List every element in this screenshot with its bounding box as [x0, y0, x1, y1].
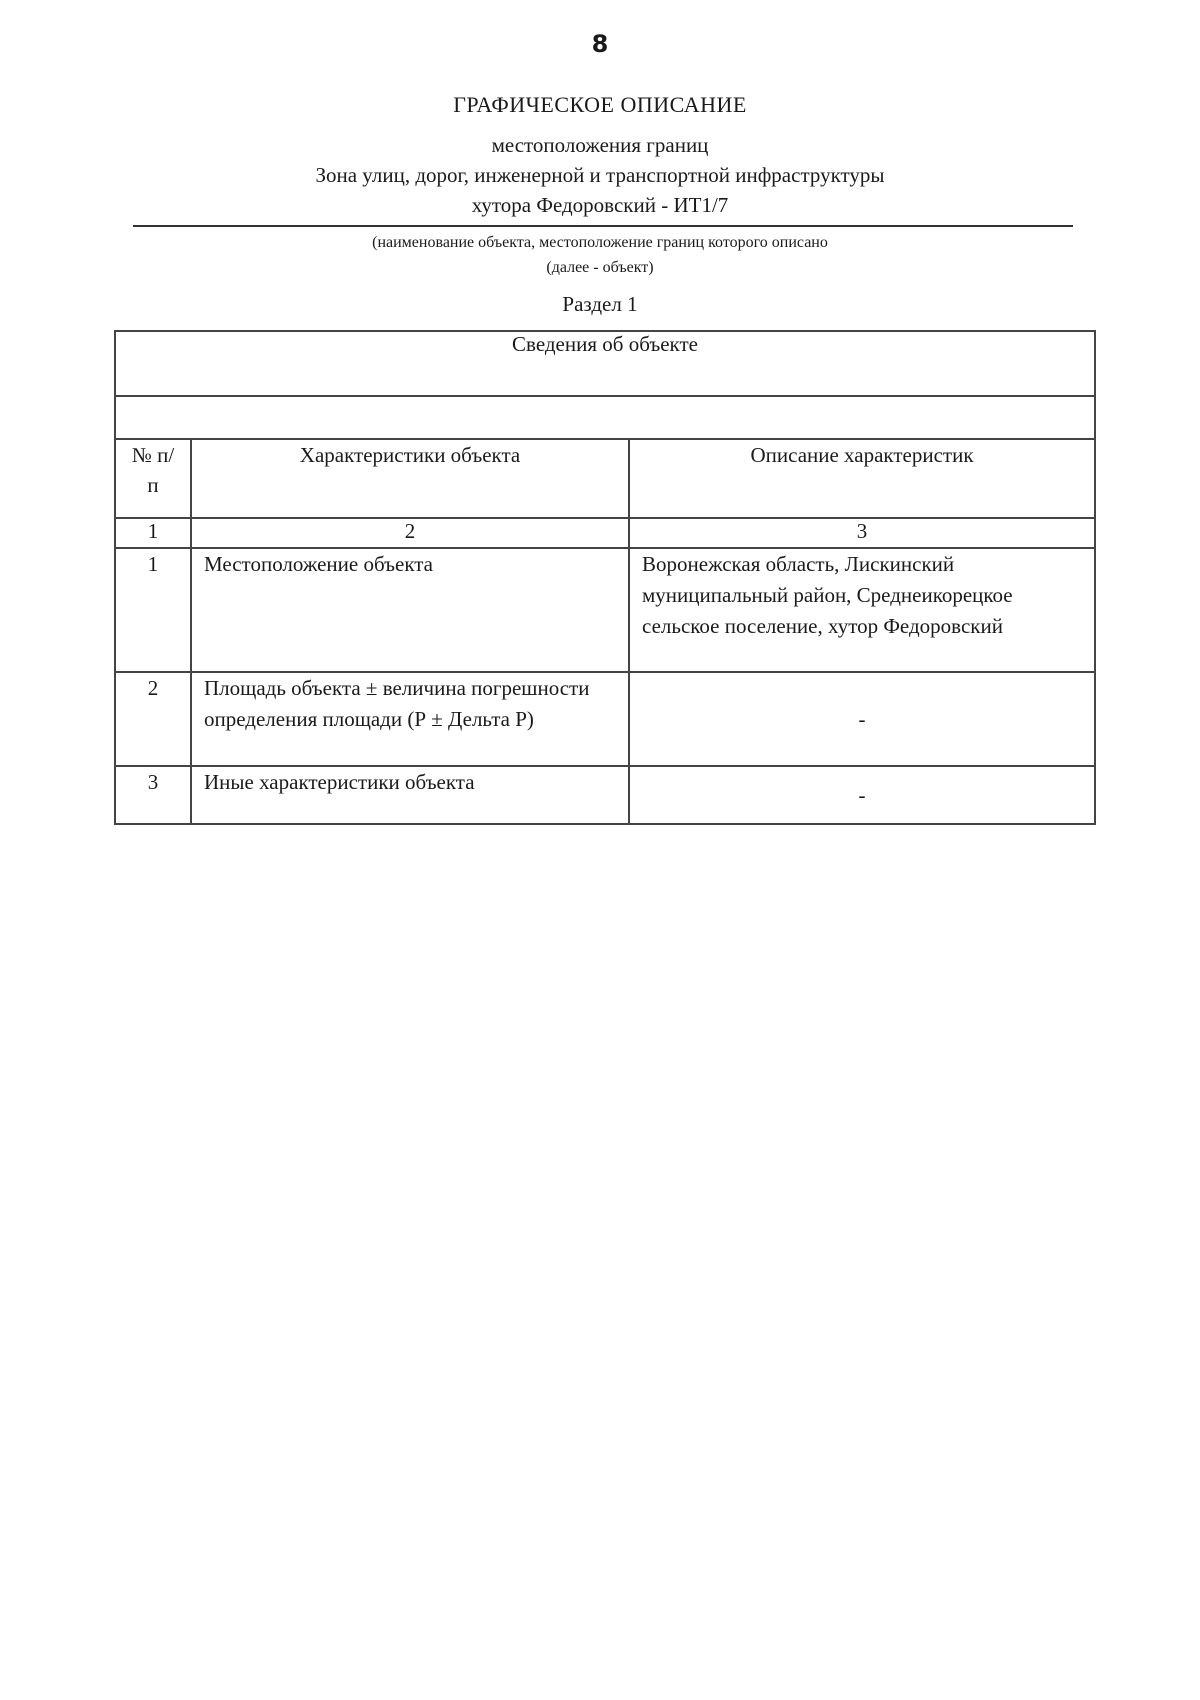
row-number: 3: [115, 766, 191, 824]
column-header-characteristic: Характеристики объекта: [191, 439, 629, 518]
column-number: 1: [115, 518, 191, 548]
page-number: 8: [591, 30, 609, 58]
column-header-number: № п/п: [115, 439, 191, 518]
caption-line: (наименование объекта, местоположение границ которого описано: [372, 234, 828, 251]
row-characteristic: Иные характеристики объекта: [191, 766, 629, 824]
table-title-row: [115, 331, 1095, 396]
object-caption: [0, 230, 1200, 280]
table-row: [115, 548, 1095, 672]
section-title: Раздел 1: [562, 292, 638, 316]
table-row: [115, 672, 1095, 766]
table-row: [115, 766, 1095, 824]
row-description: -: [629, 766, 1095, 824]
object-info-table: [114, 330, 1096, 825]
subtitle-line: Зона улиц, дорог, инженерной и транспортной инфраструктуры: [315, 163, 885, 187]
row-characteristic: Местоположение объекта: [191, 548, 629, 672]
column-number: 3: [629, 518, 1095, 548]
document-title: ГРАФИЧЕСКОЕ ОПИСАНИЕ: [453, 92, 747, 117]
column-header-description: Описание характеристик: [629, 439, 1095, 518]
row-number: 2: [115, 672, 191, 766]
subtitle-line: местоположения границ: [491, 133, 709, 157]
row-number: 1: [115, 548, 191, 672]
subtitle-line: хутора Федоровский - ИТ1/7: [471, 193, 729, 217]
empty-cell: [115, 396, 1095, 439]
row-description: -: [629, 672, 1095, 766]
document-subtitle: [0, 130, 1200, 220]
caption-line: (далее - объект): [546, 259, 654, 276]
column-number-row: [115, 518, 1095, 548]
column-number: 2: [191, 518, 629, 548]
row-characteristic: Площадь объекта ± величина погрешности определения площади (Р ± Дельта Р): [191, 672, 629, 766]
table-title: Сведения об объекте: [115, 331, 1095, 396]
table-header-row: [115, 439, 1095, 518]
table-empty-row: [115, 396, 1095, 439]
row-description: Воронежская область, Лискинский муниципальный район, Среднеикорецкое сельское поселение, хутор Федоровский: [629, 548, 1095, 672]
title-underline: [133, 225, 1073, 227]
